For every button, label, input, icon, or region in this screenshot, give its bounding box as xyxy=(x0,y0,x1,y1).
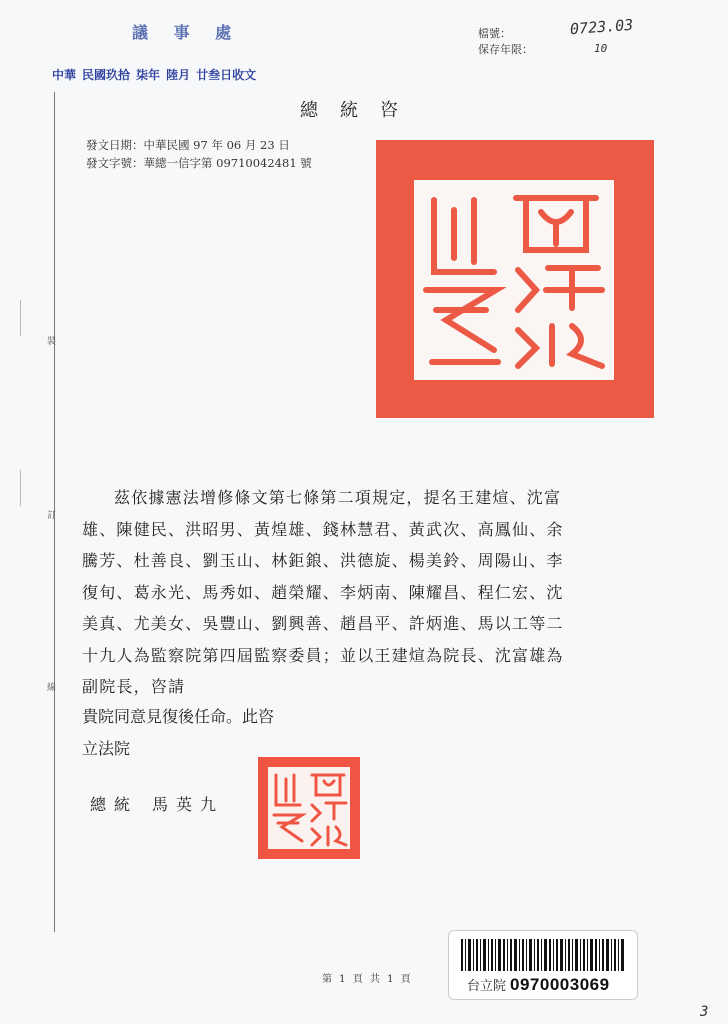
body-text xyxy=(82,482,662,703)
file-number-label: 檔號： xyxy=(478,27,511,40)
handwritten-sub: 10 xyxy=(594,42,608,55)
received-year-suffix: 柒年 xyxy=(136,68,161,82)
received-republic: 民國 xyxy=(82,68,107,82)
barcode-icon xyxy=(461,939,625,971)
document-meta xyxy=(86,136,312,172)
margin-tick xyxy=(20,300,26,336)
received-era: 中華 xyxy=(52,68,77,82)
signature xyxy=(90,792,224,815)
presidential-seal-large xyxy=(376,140,654,418)
addressee: 立法院 xyxy=(82,739,131,758)
barcode-text xyxy=(467,975,610,995)
received-stamp xyxy=(52,66,256,83)
binding-char-xian: 線 xyxy=(47,683,57,693)
binding-char-ding: 訂 xyxy=(47,511,57,521)
file-info xyxy=(478,26,533,58)
received-month: 陸月 xyxy=(166,68,191,82)
body-line: 副院長，咨請 xyxy=(82,677,186,696)
body-line: 雄、陳健民、洪昭男、黃煌雄、錢林慧君、黃武次、高鳳仙、余 xyxy=(82,519,564,539)
barcode-prefix: 台立院 xyxy=(467,979,507,994)
page-number: 第 1 頁 共 1 頁 xyxy=(322,974,413,985)
issue-number: 發文字號：華總一信字第 09710042481 號 xyxy=(86,156,312,170)
corner-mark: 3 xyxy=(700,1004,709,1020)
received-year: 玖拾 xyxy=(106,68,131,82)
margin-tick xyxy=(20,470,26,506)
body-line: 美真、尤美女、吳豐山、劉興善、趙昌平、許炳進、馬以工等二 xyxy=(82,614,564,633)
presidential-seal-small xyxy=(258,757,360,859)
barcode-number: 0970003069 xyxy=(510,975,610,994)
received-day: 廿叁日 xyxy=(196,68,233,82)
retention-label: 保存年限： xyxy=(478,43,533,56)
handwritten-code: 0723.03 xyxy=(569,15,634,39)
request-line: 貴院同意見復後任命。此咨 xyxy=(82,707,275,726)
body-line: 十九人為監察院第四屆監察委員；並以王建煊為院長、沈富雄為 xyxy=(82,645,564,665)
issue-date: 發文日期：中華民國 97 年 06 月 23 日 xyxy=(86,138,290,152)
body-line: 復旬、葛永光、馬秀如、趙榮耀、李炳南、陳耀昌、程仁宏、沈 xyxy=(82,582,564,602)
office-stamp: 議 事 處 xyxy=(132,23,242,42)
body-line: 茲依據憲法增修條文第七條第二項規定，提名王建煊、沈富 xyxy=(114,488,562,507)
signature-name: 馬英九 xyxy=(152,795,225,814)
document-title: 總統咨 xyxy=(300,100,420,121)
barcode-label xyxy=(448,930,638,1000)
binding-char-zhuang: 裝 xyxy=(47,337,57,347)
received-action: 收文 xyxy=(232,68,257,82)
body-line: 騰芳、杜善良、劉玉山、林鉅鋃、洪德旋、楊美鈴、周陽山、李 xyxy=(82,551,564,570)
signature-title: 總統 xyxy=(90,795,139,814)
